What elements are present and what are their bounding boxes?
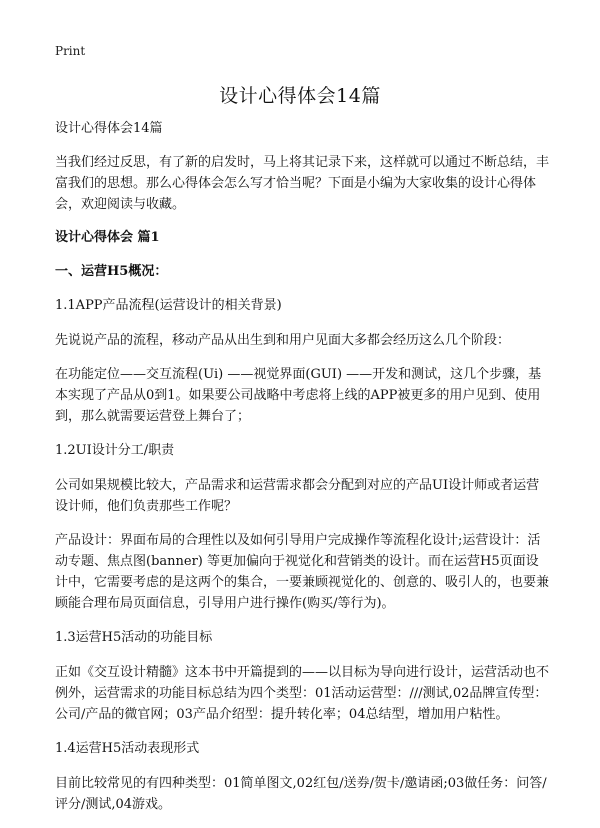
paragraph: 目前比较常见的有四种类型：01简单图文,02红包/送券/贺卡/邀请函;03做任务：问答/评分/测试,04游戏。 [55, 776, 547, 812]
subtitle: 设计心得体会14篇 [55, 121, 163, 136]
document-title: 设计心得体会14篇 [219, 85, 381, 107]
item-heading: 1.1APP产品流程(运营设计的相关背景) [55, 298, 282, 313]
intro-paragraph: 当我们经过反思，有了新的启发时，马上将其记录下来，这样就可以通过不断总结，丰富我们的思想。那么心得体会怎么写才恰当呢？下面是小编为大家收集的设计心得体会，欢迎阅读与收藏。 [55, 155, 550, 212]
paragraph: 先说说产品的流程，移动产品从出生到和用户见面大多都会经历这么几个阶段： [55, 333, 511, 348]
item-heading: 1.3运营H5活动的功能目标 [55, 630, 213, 645]
document-body [55, 118, 550, 828]
paragraph: 正如《交互设计精髓》这本书中开篇提到的——以目标为导向进行设计，运营活动也不例外，运营需求的功能目标总结为四个类型：01活动运营型：///测试,02品牌宣传型：公司/产品的微官网；03产品介绍型：提升转化率；04总结型，增加用户粘性。 [55, 665, 550, 722]
paragraph: 产品设计：界面布局的合理性以及如何引导用户完成操作等流程化设计;运营设计：活动专题、焦点图(banner) 等更加偏向于视觉化和营销类的设计。而在运营H5页面设计中，它需要考虑的是这两个的集合，一要兼顾视觉化的、创意的、吸引人的，也要兼顾能合理布局页面信息，引导用户进行操作(购买/等行为)。 [55, 533, 550, 611]
paragraph: 在功能定位——交互流程(Ui) ——视觉界面(GUI) ——开发和测试，这几个步骤，基本实现了产品从0到1。如果要公司战略中考虑将上线的APP被更多的用户见到、使用到，那么就需要运营登上舞台了； [55, 367, 542, 424]
print-label: Print [55, 44, 86, 58]
paragraph: 公司如果规模比较大，产品需求和运营需求都会分配到对应的产品UI设计师或者运营设计师，他们负责那些工作呢？ [55, 478, 540, 514]
section-heading: 设计心得体会 篇1 [55, 230, 160, 245]
item-heading: 1.2UI设计分工/职责 [55, 443, 175, 458]
subsection-heading: 一、运营H5概况： [55, 264, 168, 279]
item-heading: 1.4运营H5活动表现形式 [55, 741, 200, 756]
